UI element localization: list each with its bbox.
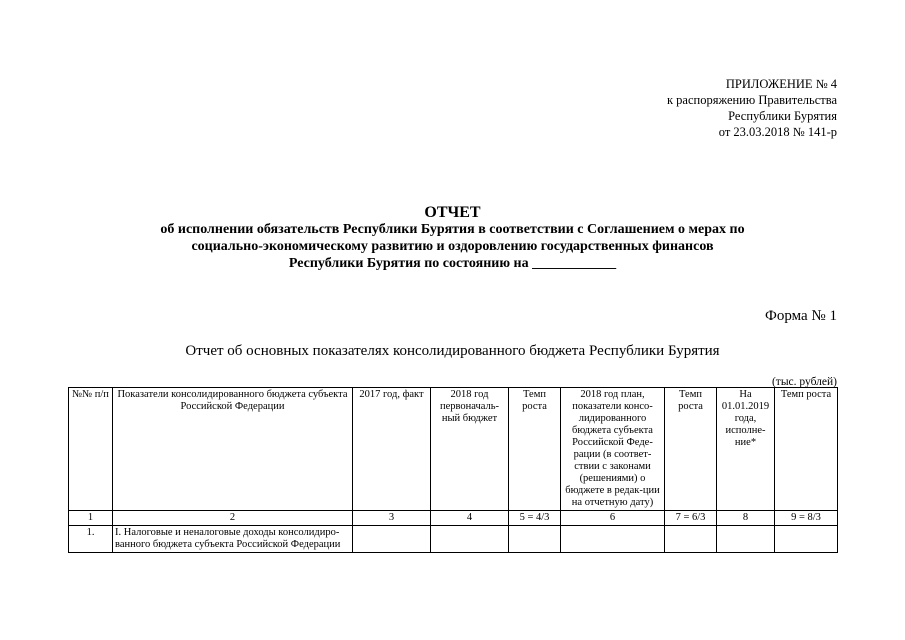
title-heading: ОТЧЕТ [424, 204, 481, 221]
header-cell: 2018 год план, показатели консо-лидированного бюджета субъекта Российской Феде-рации (в соответ-ствии с законами (решениями) о бюджете в редак-ции на отчетную дату) [561, 388, 665, 511]
report-subtitle: Отчет об основных показателях консолидированного бюджета Республики Бурятия [185, 343, 720, 359]
header-cell: Темп роста [509, 388, 561, 511]
row-number: 1. [69, 526, 113, 553]
table-cell [775, 526, 838, 553]
table-cell [431, 526, 509, 553]
row-label: I. Налоговые и неналоговые доходы консолидиро-ванного бюджета субъекта Российской Федерации [113, 526, 353, 553]
title-line-2: социально-экономическому развитию и оздоровлению государственных финансов [191, 239, 714, 254]
header-cell: На 01.01.2019 года, исполне-ние* [717, 388, 775, 511]
report-table [68, 387, 838, 553]
table-cell [717, 526, 775, 553]
column-number: 8 [717, 511, 775, 526]
header-cell: 2018 год первоначаль-ный бюджет [431, 388, 509, 511]
table-cell [353, 526, 431, 553]
table-row [69, 526, 838, 553]
title-line-3: Республики Бурятия по состоянию на ____________ [288, 256, 617, 271]
table-cell [665, 526, 717, 553]
table-cell [509, 526, 561, 553]
column-number: 2 [113, 511, 353, 526]
column-number: 4 [431, 511, 509, 526]
form-label: Форма № 1 [765, 308, 837, 324]
header-cell: Темп роста [665, 388, 717, 511]
column-number: 5 = 4/3 [509, 511, 561, 526]
column-number: 6 [561, 511, 665, 526]
title-line-1: об исполнении обязательств Республики Бурятия в соответствии с Соглашением о мерах по [160, 222, 745, 237]
header-cell: Темп роста [775, 388, 838, 511]
appendix-region: Республики Бурятия [728, 109, 837, 123]
column-number-row [69, 511, 838, 526]
header-cell: Показатели консолидированного бюджета субъекта Российской Федерации [113, 388, 353, 511]
column-number: 3 [353, 511, 431, 526]
appendix-date: от 23.03.2018 № 141-р [718, 125, 837, 139]
header-row [69, 388, 838, 511]
report-title [0, 204, 905, 272]
appendix-ref: к распоряжению Правительства [666, 93, 837, 107]
column-number: 1 [69, 511, 113, 526]
table-cell [561, 526, 665, 553]
header-cell: 2017 год, факт [353, 388, 431, 511]
header-cell: №№ п/п [69, 388, 113, 511]
column-number: 7 = 6/3 [665, 511, 717, 526]
column-number: 9 = 8/3 [775, 511, 838, 526]
appendix-block [667, 76, 837, 140]
appendix-number: ПРИЛОЖЕНИЕ № 4 [725, 77, 837, 91]
units-label: (тыс. рублей) [771, 376, 837, 388]
